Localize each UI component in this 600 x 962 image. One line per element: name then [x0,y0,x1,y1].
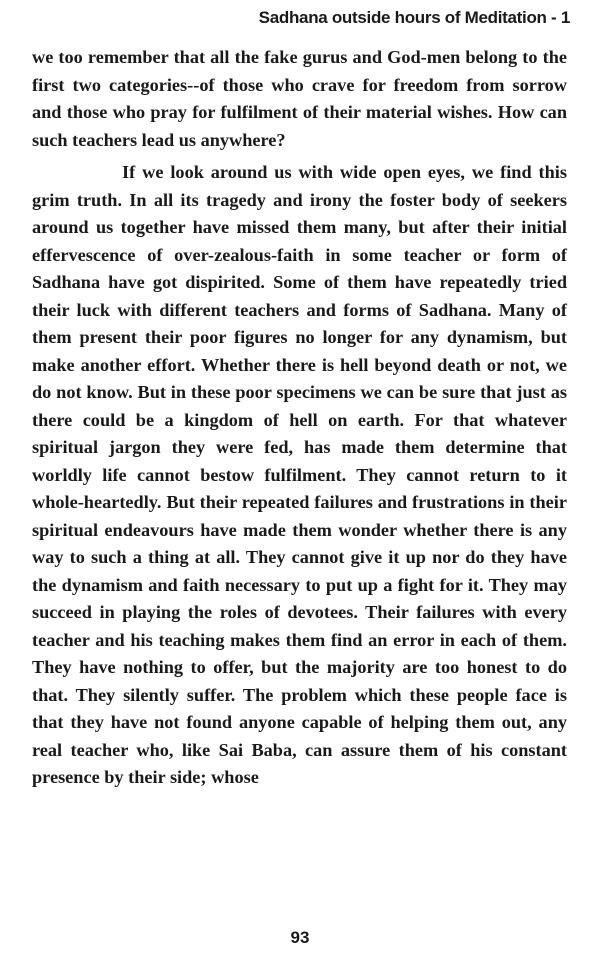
running-header: Sadhana outside hours of Meditation - 1 [258,8,570,27]
paragraph: If we look around us with wide open eyes, we find this grim truth. In all its tragedy and irony the foster body of seekers around us together have missed them many, but after their initial effervescence of over-zealous-faith in some teacher or form of Sadhana have got dispirited. Some of them have repeatedly tried their luck with different teachers and forms of Sadhana. Many of them present their poor figures no longer for any dynamism, but make another effort. Whether there is hell beyond death or not, we do not know. But in these poor specimens we can be sure that just as there could be a kingdom of hell on earth. For that whatever spiritual jargon they were fed, has made them determine that worldly life cannot bestow fulfilment. They cannot return to it whole-heartedly. But their repeated failures and frustrations in their spiritual endeavours have made them wonder whether there is any way to such a thing at all. They cannot give it up nor do they have the dynamism and faith necessary to put up a fight for it. They may succeed in playing the roles of devotees. Their failures with every teacher and his teaching makes them find an error in each of them. They have nothing to offer, but the majority are too honest to do that. They silently suffer. The problem which these people face is that they have not found anyone capable of helping them out, any real teacher who, like Sai Baba, can assure them of his constant presence by their side; whose [32,162,567,787]
page-number: 93 [290,928,310,947]
body-text [32,44,567,792]
paragraph-continuation: we too remember that all the fake gurus and God-men belong to the first two categories--of those who crave for freedom from sorrow and those who pray for fulfilment of their material wishes. How can such teachers lead us anywhere? [32,47,567,150]
